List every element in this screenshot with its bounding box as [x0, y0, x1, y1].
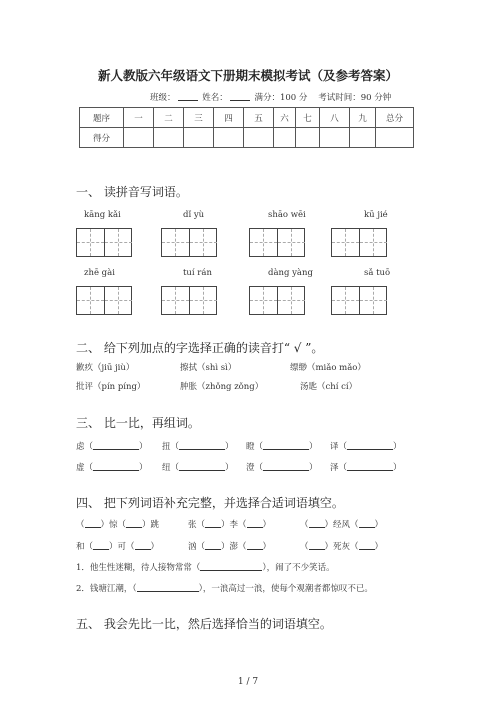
score-value-row — [80, 128, 414, 148]
class-blank[interactable] — [178, 91, 198, 101]
idiom-part: ） — [374, 520, 384, 530]
paren-close: ） — [225, 463, 234, 473]
sentence-blank[interactable] — [137, 582, 199, 592]
idiom-part: 和（ — [76, 542, 94, 552]
score-label: 得分 — [80, 128, 124, 148]
idiom-blank[interactable] — [205, 540, 221, 550]
sentence-part: ），一浪高过一浪，使每个观潮者都惊叹不已。 — [198, 584, 373, 594]
pinyin-label: zhē gài — [84, 268, 115, 278]
reading-item[interactable]: 肿胀（zhǒng zǒng） — [180, 382, 264, 392]
score-cell[interactable] — [244, 128, 274, 148]
compare-item — [162, 461, 234, 473]
char-label: 扭（ — [162, 442, 180, 452]
writing-grid[interactable] — [161, 228, 217, 257]
idiom-item — [300, 518, 383, 530]
score-cell[interactable] — [184, 128, 214, 148]
writing-grid[interactable] — [331, 228, 387, 257]
exam-info — [150, 91, 391, 103]
paren-close: ） — [393, 463, 402, 473]
compare-item — [330, 440, 402, 452]
idiom-part: 张（ — [188, 520, 206, 530]
score-cell[interactable] — [214, 128, 244, 148]
pinyin-label: tuí rán — [183, 268, 212, 278]
idiom-blank[interactable] — [126, 518, 142, 528]
word-blank[interactable] — [93, 461, 139, 471]
idiom-blank[interactable] — [85, 518, 101, 528]
idiom-item — [188, 518, 271, 530]
idiom-blank[interactable] — [359, 540, 375, 550]
idiom-blank[interactable] — [205, 518, 221, 528]
header-cell: 二 — [154, 108, 184, 128]
header-cell: 九 — [350, 108, 376, 128]
word-blank[interactable] — [179, 461, 225, 471]
pinyin-label: sǎ tuō — [364, 268, 391, 278]
header-cell: 三 — [184, 108, 214, 128]
idiom-part: ）死灰（ — [324, 542, 359, 552]
word-blank[interactable] — [179, 440, 225, 450]
score-header-row — [80, 108, 414, 128]
writing-grid[interactable] — [249, 228, 305, 257]
idiom-part: ） — [374, 542, 384, 552]
pinyin-label: dǐ yù — [183, 210, 205, 220]
sentence-blank[interactable] — [200, 561, 262, 571]
word-blank[interactable] — [347, 461, 393, 471]
reading-item[interactable]: 缥缈（miǎo mǎo） — [290, 363, 366, 373]
pinyin-label: kū jié — [364, 210, 388, 220]
idiom-part: ）李（ — [221, 520, 247, 530]
idiom-part: ） — [262, 542, 272, 552]
header-cell: 题序 — [80, 108, 124, 128]
idiom-item — [76, 518, 159, 530]
idiom-part: ）澎（ — [221, 542, 247, 552]
idiom-blank[interactable] — [135, 540, 151, 550]
paren-close: ） — [393, 442, 402, 452]
char-label: 译（ — [330, 442, 348, 452]
compare-item — [76, 461, 148, 473]
section3-heading: 三、 比一比，再组词。 — [76, 416, 200, 430]
section5-heading: 五、 我会先比一比，然后选择恰当的词语填空。 — [76, 617, 332, 631]
exam-time: 考试时间：90 分钟 — [318, 93, 392, 103]
idiom-part: ） — [150, 542, 160, 552]
idiom-part: （ — [300, 542, 309, 552]
char-label: 泽（ — [330, 463, 348, 473]
pinyin-label: shāo wēi — [268, 210, 306, 220]
reading-item[interactable]: 擦拭（shì sì） — [180, 363, 237, 373]
header-cell: 八 — [320, 108, 350, 128]
writing-grid[interactable] — [76, 286, 132, 315]
section4-heading: 四、 把下列词语补充完整，并选择合适词语填空。 — [76, 496, 344, 510]
idiom-blank[interactable] — [309, 540, 325, 550]
header-cell: 七 — [296, 108, 320, 128]
paren-close: ） — [139, 442, 148, 452]
idiom-blank[interactable] — [93, 540, 109, 550]
score-cell[interactable] — [296, 128, 320, 148]
writing-grid[interactable] — [76, 228, 132, 257]
section1-heading: 一、 读拼音写词语。 — [76, 185, 188, 199]
compare-item — [246, 461, 318, 473]
class-label: 班级： — [150, 93, 176, 103]
char-label: 虑（ — [76, 442, 94, 452]
idiom-blank[interactable] — [359, 518, 375, 528]
idiom-part: ） — [262, 520, 272, 530]
sentence-part: 1．他生性迷糊，待人接物常常（ — [76, 563, 201, 573]
score-table — [79, 107, 414, 148]
idiom-item — [300, 540, 383, 552]
header-cell: 四 — [214, 108, 244, 128]
idiom-part: ）跳 — [142, 520, 160, 530]
compare-item — [76, 440, 148, 452]
idiom-item — [76, 540, 159, 552]
compare-item — [162, 440, 234, 452]
sentence-part: 2．钱塘江潮，（ — [76, 584, 137, 594]
page-number: 1 / 7 — [237, 677, 259, 687]
idiom-item — [188, 540, 271, 552]
section2-heading: 二、 给下列加点的字选择正确的读音打“ √ ”。 — [76, 341, 324, 355]
score-cell[interactable] — [320, 128, 350, 148]
idiom-blank[interactable] — [309, 518, 325, 528]
idiom-part: ）经风（ — [324, 520, 359, 530]
word-blank[interactable] — [347, 440, 393, 450]
header-cell: 六 — [274, 108, 296, 128]
paren-close: ） — [309, 442, 318, 452]
compare-item — [330, 461, 402, 473]
char-label: 虚（ — [76, 463, 94, 473]
paren-close: ） — [309, 463, 318, 473]
header-cell: 一 — [124, 108, 154, 128]
pinyin-label: dàng yàng — [268, 268, 313, 278]
writing-grid[interactable] — [331, 286, 387, 315]
fill-sentence — [76, 582, 373, 594]
idiom-part: （ — [76, 520, 85, 530]
header-cell: 五 — [244, 108, 274, 128]
score-cell[interactable] — [154, 128, 184, 148]
char-label: 瞪（ — [246, 442, 264, 452]
pinyin-label: kāng kǎi — [84, 210, 121, 220]
word-blank[interactable] — [263, 440, 309, 450]
score-cell[interactable] — [124, 128, 154, 148]
header-cell: 总分 — [376, 108, 414, 128]
idiom-blank[interactable] — [247, 518, 263, 528]
sentence-part: ），闹了不少笑话。 — [262, 563, 335, 573]
page-title: 新人教版六年级语文下册期末模拟考试（及参考答案） — [97, 68, 398, 83]
idiom-part: 汹（ — [188, 542, 206, 552]
reading-item[interactable]: 汤匙（chí cí） — [300, 382, 358, 392]
idiom-blank[interactable] — [247, 540, 263, 550]
score-cell[interactable] — [274, 128, 296, 148]
paren-close: ） — [139, 463, 148, 473]
char-label: 澄（ — [246, 463, 264, 473]
char-label: 纽（ — [162, 463, 180, 473]
idiom-part: ）可（ — [109, 542, 135, 552]
writing-grid[interactable] — [249, 286, 305, 315]
score-cell[interactable] — [376, 128, 414, 148]
reading-item[interactable]: 歉疚（jiū jiù） — [76, 363, 135, 373]
paren-close: ） — [225, 442, 234, 452]
score-cell[interactable] — [350, 128, 376, 148]
fill-sentence — [76, 561, 335, 573]
writing-grid[interactable] — [161, 286, 217, 315]
word-blank[interactable] — [93, 440, 139, 450]
full-score: 满分：100 分 — [254, 93, 308, 103]
idiom-part: ）惊（ — [100, 520, 127, 530]
compare-item — [246, 440, 318, 452]
name-label: 姓名： — [202, 93, 228, 103]
idiom-part: （ — [300, 520, 309, 530]
name-blank[interactable] — [230, 91, 250, 101]
word-blank[interactable] — [263, 461, 309, 471]
reading-item[interactable]: 批评（pín píng） — [76, 382, 146, 392]
